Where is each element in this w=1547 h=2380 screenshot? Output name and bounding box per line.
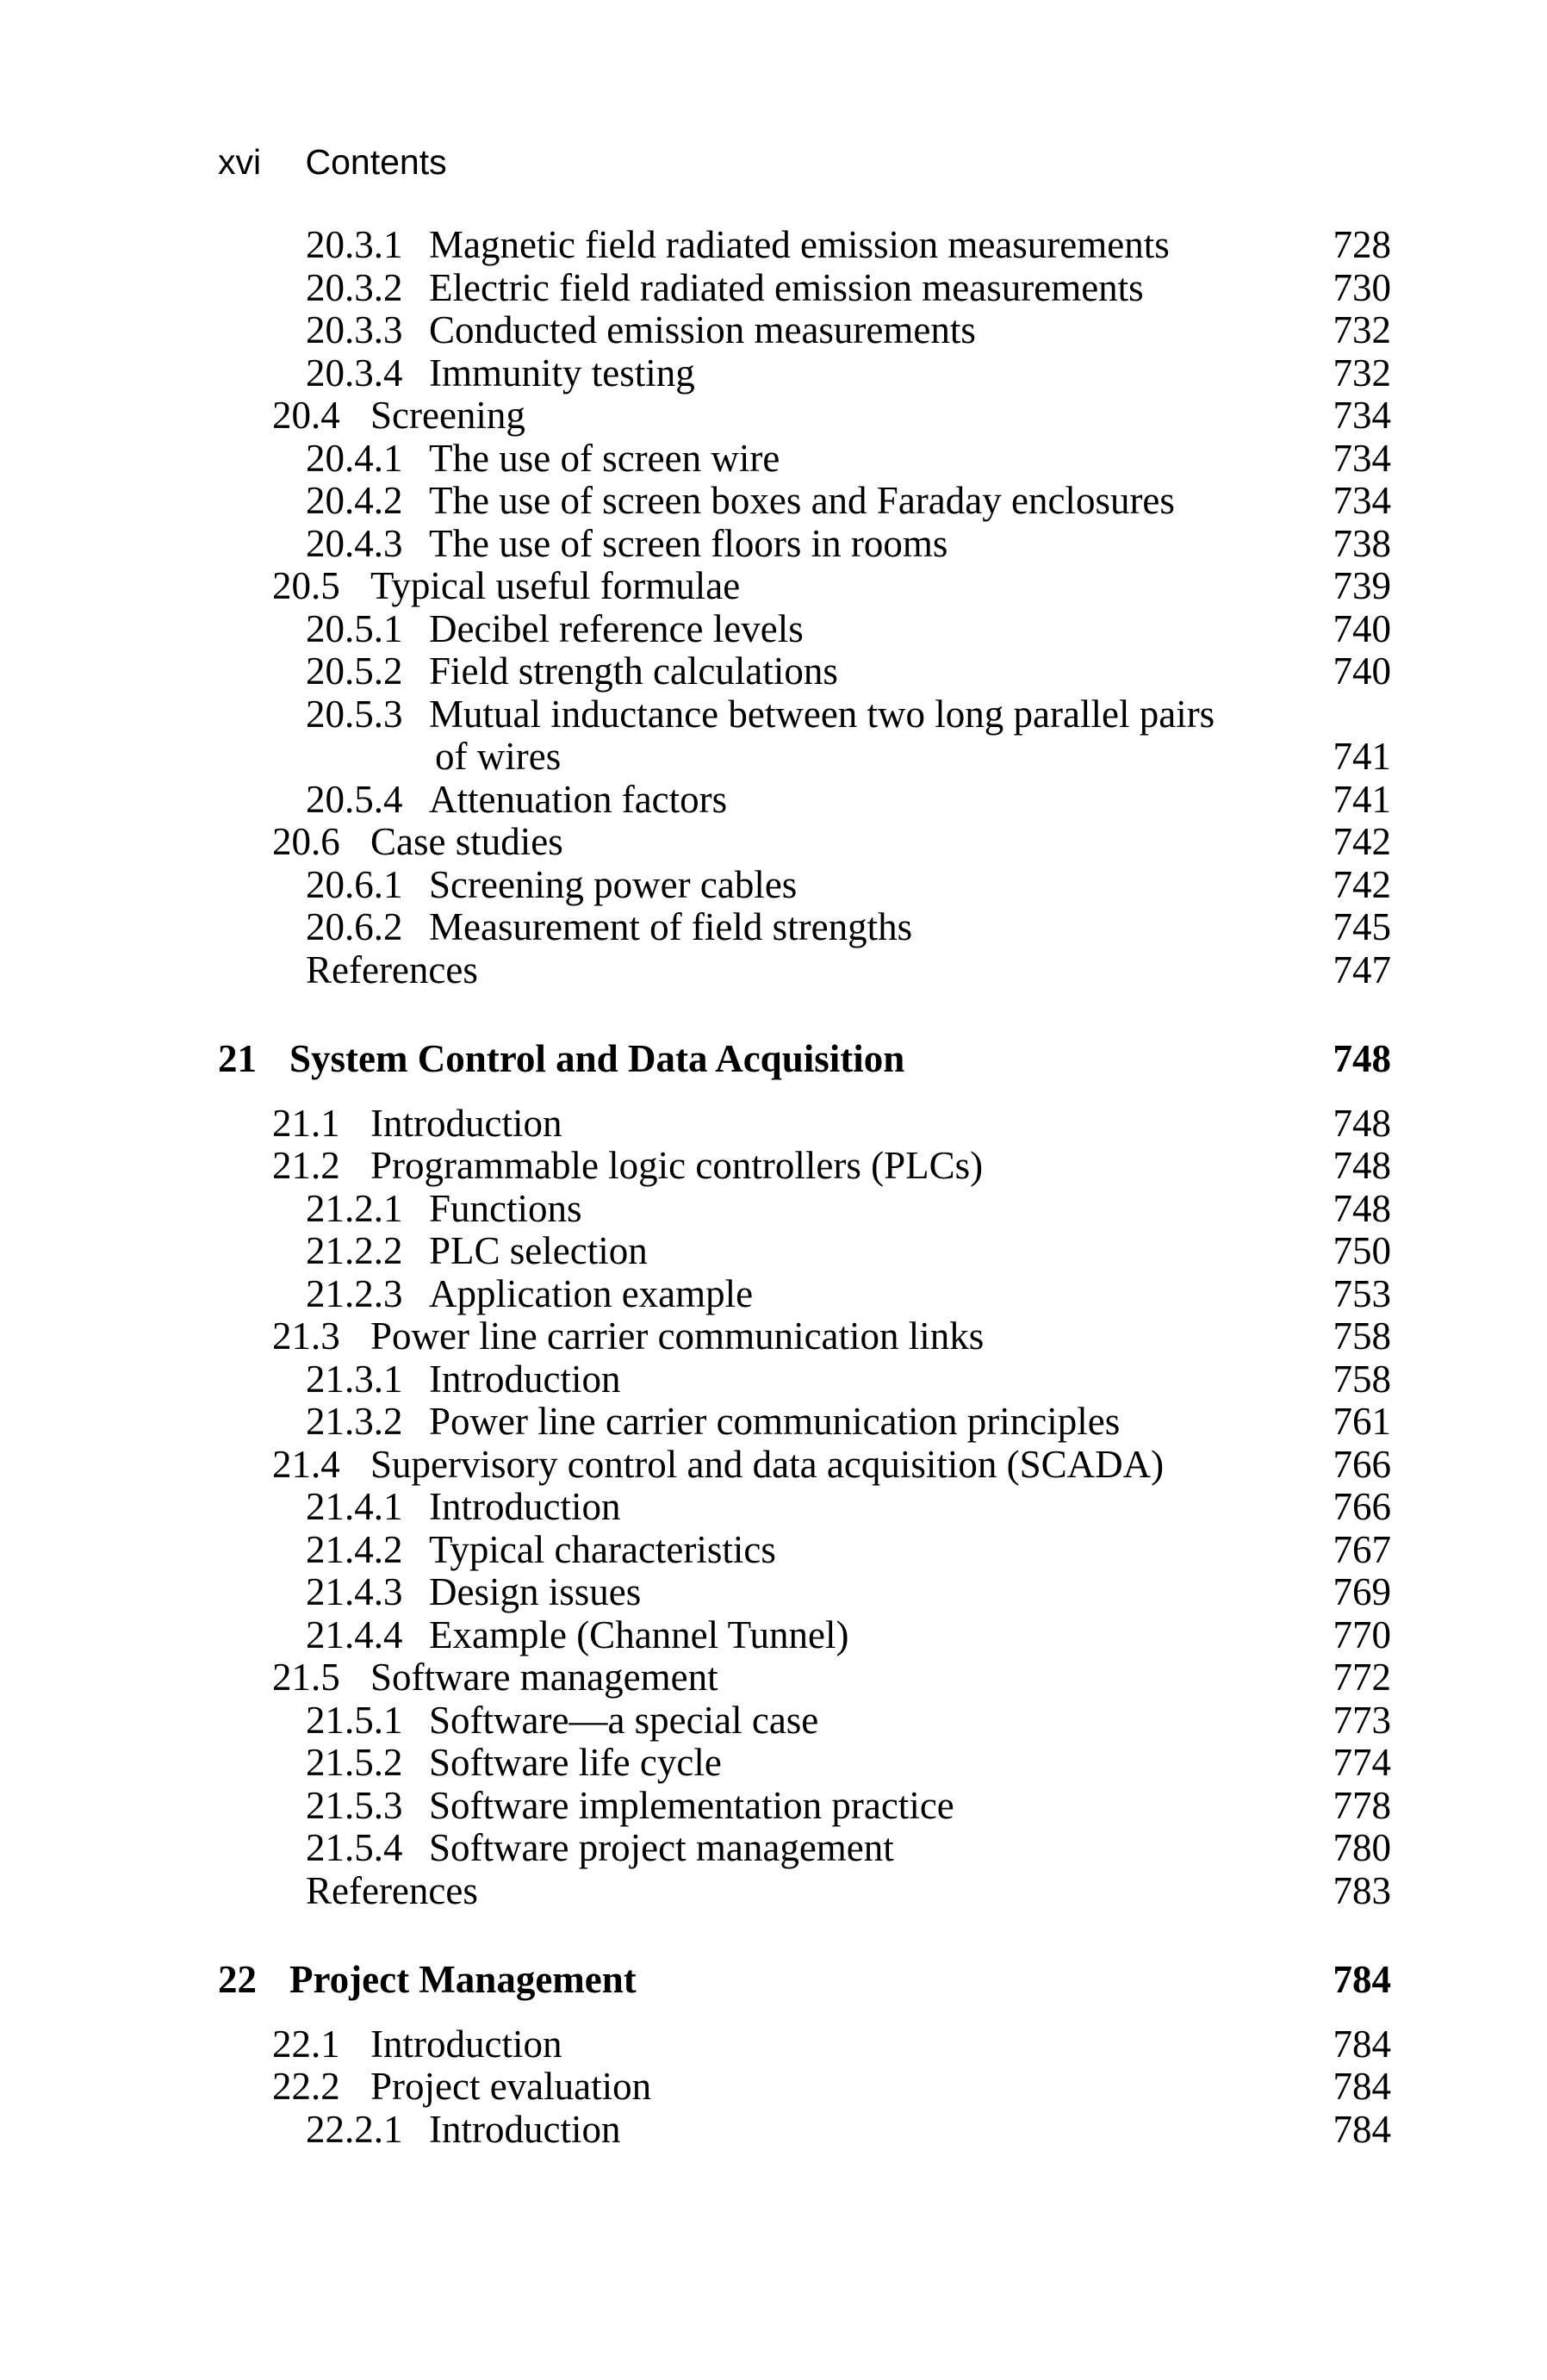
- toc-entry-row: [218, 480, 1391, 523]
- entry-title: Mutual inductance between two long parallel pairs: [429, 692, 1215, 736]
- entry-title: Screening power cables: [429, 862, 798, 906]
- toc-entry-row: [218, 650, 1391, 693]
- entry-title: Software management: [370, 1656, 718, 1699]
- page-folio: xvi: [218, 142, 262, 182]
- entry-number: 21.5.2: [306, 1741, 403, 1784]
- toc-entry-row: [218, 1742, 1391, 1785]
- entry-page-number: 748: [1333, 1186, 1391, 1230]
- toc-entry-row: [218, 1273, 1391, 1316]
- entry-page-number: 784: [1333, 2022, 1391, 2066]
- entry-number: 21.3.1: [306, 1357, 403, 1401]
- entry-title: Introduction: [370, 2022, 562, 2066]
- entry-title: Typical useful formulae: [370, 564, 741, 607]
- toc-entry-row: [218, 2109, 1391, 2152]
- entry-page-number: 758: [1333, 1314, 1391, 1358]
- entry-number: 21.4: [272, 1442, 340, 1486]
- entry-number: 20.4.3: [306, 521, 403, 565]
- entry-title: Magnetic field radiated emission measurements: [429, 223, 1170, 266]
- entry-page-number: 780: [1333, 1826, 1391, 1869]
- entry-title: Power line carrier communication principles: [429, 1400, 1121, 1443]
- entry-title: Software project management: [429, 1826, 894, 1869]
- toc-entry-row: [218, 1571, 1391, 1614]
- entry-number: 20.3.3: [306, 308, 403, 351]
- entry-number: 21.2.1: [306, 1186, 403, 1230]
- entry-title: Project evaluation: [370, 2065, 652, 2108]
- entry-page-number: 761: [1333, 1400, 1391, 1443]
- entry-number: 20.4.1: [306, 436, 403, 480]
- entry-page-number: 741: [1333, 735, 1391, 778]
- entry-page-number: 748: [1333, 1101, 1391, 1145]
- entry-page-number: 770: [1333, 1613, 1391, 1656]
- entry-page-number: 740: [1333, 649, 1391, 693]
- toc-list: [218, 224, 1391, 2151]
- toc-entry-row: [218, 1827, 1391, 1870]
- entry-number: 20.4: [272, 394, 340, 437]
- entry-number: 21.4.3: [306, 1570, 403, 1613]
- entry-title: Introduction: [429, 2107, 621, 2151]
- toc-entry-row: [218, 395, 1391, 438]
- entry-title: Software implementation practice: [429, 1783, 954, 1827]
- entry-page-number: 742: [1333, 820, 1391, 863]
- toc-entry-row: [218, 309, 1391, 352]
- entry-page-number: 750: [1333, 1229, 1391, 1272]
- entry-page-number: 730: [1333, 265, 1391, 309]
- entry-page-number: 784: [1333, 2107, 1391, 2151]
- entry-title: Typical characteristics: [429, 1527, 776, 1571]
- entry-number: 22.2.1: [306, 2107, 403, 2151]
- entry-page-number: 766: [1333, 1485, 1391, 1528]
- entry-page-number: 738: [1333, 521, 1391, 565]
- toc-entry-row: [218, 1700, 1391, 1743]
- toc-chapter-row: [218, 1038, 1391, 1081]
- toc-entry-row: [218, 1656, 1391, 1700]
- running-head: [218, 142, 447, 182]
- toc-entry-row: [218, 352, 1391, 395]
- entry-number: 20.5.2: [306, 649, 403, 693]
- entry-title: The use of screen floors in rooms: [429, 521, 948, 565]
- toc-entry-row: [218, 949, 1391, 992]
- entry-title: Software—a special case: [429, 1698, 819, 1742]
- entry-title: Electric field radiated emission measurements: [429, 265, 1144, 309]
- entry-number: 21.3.2: [306, 1400, 403, 1443]
- toc-entry-row: [218, 438, 1391, 481]
- entry-title: Introduction: [429, 1485, 621, 1528]
- entry-title: Measurement of field strengths: [429, 905, 913, 948]
- entry-title: Application example: [429, 1271, 754, 1315]
- entry-page-number: 747: [1333, 948, 1391, 991]
- entry-page-number: 739: [1333, 564, 1391, 607]
- entry-title: Field strength calculations: [429, 649, 838, 693]
- toc-entry-row: [218, 565, 1391, 608]
- entry-page-number: 732: [1333, 308, 1391, 351]
- entry-page-number: 734: [1333, 394, 1391, 437]
- toc-entry-row: [218, 864, 1391, 907]
- toc-entry-row: [218, 224, 1391, 267]
- entry-page-number: 766: [1333, 1442, 1391, 1486]
- toc-entry-row: [218, 1315, 1391, 1358]
- entry-number: 21.5.1: [306, 1698, 403, 1742]
- entry-page-number: 778: [1333, 1783, 1391, 1827]
- running-head-title: Contents: [305, 142, 447, 182]
- entry-page-number: 774: [1333, 1741, 1391, 1784]
- toc-entry-row: [218, 1188, 1391, 1231]
- entry-page-number: 753: [1333, 1271, 1391, 1315]
- entry-title: Case studies: [370, 820, 563, 863]
- entry-title: Example (Channel Tunnel): [429, 1613, 849, 1656]
- entry-title: The use of screen wire: [429, 436, 780, 480]
- entry-number: 22: [218, 1958, 257, 2001]
- toc-entry-row: [218, 2023, 1391, 2066]
- entry-title: References: [306, 948, 478, 991]
- toc-entry-row: [218, 821, 1391, 864]
- entry-number: 20.3.1: [306, 223, 403, 266]
- toc-entry-row: [218, 1486, 1391, 1529]
- entry-number: 21.5: [272, 1656, 340, 1699]
- entry-number: 21.2.2: [306, 1229, 403, 1272]
- entry-page-number: 784: [1333, 2065, 1391, 2108]
- entry-page-number: 773: [1333, 1698, 1391, 1742]
- entry-title: Introduction: [429, 1357, 621, 1401]
- toc-entry-row: [218, 2066, 1391, 2109]
- entry-page-number: 728: [1333, 223, 1391, 266]
- entry-page-number: 734: [1333, 436, 1391, 480]
- entry-title: Functions: [429, 1186, 582, 1230]
- toc-entry-row: [218, 693, 1391, 736]
- entry-number: 21.5.3: [306, 1783, 403, 1827]
- toc-entry-row: [218, 1401, 1391, 1444]
- entry-number: 20.3.4: [306, 351, 403, 395]
- entry-title: PLC selection: [429, 1229, 648, 1272]
- entry-title: Software life cycle: [429, 1741, 722, 1784]
- entry-page-number: 772: [1333, 1656, 1391, 1699]
- toc-entry-row: [218, 736, 1391, 779]
- entry-number: 21.4.2: [306, 1527, 403, 1571]
- entry-number: 20.6.2: [306, 905, 403, 948]
- toc-entry-row: [218, 523, 1391, 566]
- entry-page-number: 748: [1333, 1037, 1391, 1080]
- entry-page-number: 769: [1333, 1570, 1391, 1613]
- entry-title: Introduction: [370, 1101, 562, 1145]
- toc-entry-row: [218, 906, 1391, 949]
- toc-chapter-row: [218, 1959, 1391, 2002]
- entry-number: 20.5.3: [306, 692, 403, 736]
- toc-entry-row: [218, 1145, 1391, 1188]
- entry-number: 20.5.4: [306, 777, 403, 821]
- entry-title: Power line carrier communication links: [370, 1314, 985, 1358]
- entry-number: 21.2: [272, 1144, 340, 1187]
- toc-entry-row: [218, 1230, 1391, 1273]
- entry-number: 21.4.4: [306, 1613, 403, 1656]
- toc-entry-row: [218, 779, 1391, 822]
- toc-entry-row: [218, 1614, 1391, 1657]
- entry-number: 20.4.2: [306, 479, 403, 522]
- entry-number: 22.1: [272, 2022, 340, 2066]
- toc-entry-row: [218, 1785, 1391, 1828]
- entry-page-number: 784: [1333, 1958, 1391, 2001]
- entry-page-number: 742: [1333, 862, 1391, 906]
- entry-number: 21: [218, 1037, 257, 1080]
- entry-title: Immunity testing: [429, 351, 695, 395]
- entry-page-number: 748: [1333, 1144, 1391, 1187]
- entry-number: 21.2.3: [306, 1271, 403, 1315]
- entry-page-number: 745: [1333, 905, 1391, 948]
- entry-page-number: 732: [1333, 351, 1391, 395]
- entry-page-number: 734: [1333, 479, 1391, 522]
- toc-entry-row: [218, 1103, 1391, 1146]
- entry-number: 20.6: [272, 820, 340, 863]
- toc-entry-row: [218, 267, 1391, 310]
- entry-number: 21.1: [272, 1101, 340, 1145]
- toc-entry-row: [218, 1870, 1391, 1913]
- entry-number: 21.3: [272, 1314, 340, 1358]
- entry-page-number: 783: [1333, 1868, 1391, 1912]
- entry-number: 20.3.2: [306, 265, 403, 309]
- entry-number: 21.4.1: [306, 1485, 403, 1528]
- entry-title: Design issues: [429, 1570, 642, 1613]
- entry-title: Programmable logic controllers (PLCs): [370, 1144, 984, 1187]
- toc-entry-row: [218, 1358, 1391, 1401]
- entry-title: Conducted emission measurements: [429, 308, 976, 351]
- entry-title: Attenuation factors: [429, 777, 728, 821]
- entry-title: System Control and Data Acquisition: [289, 1037, 905, 1080]
- toc-entry-row: [218, 1444, 1391, 1487]
- entry-page-number: 767: [1333, 1527, 1391, 1571]
- entry-number: 22.2: [272, 2065, 340, 2108]
- entry-title: of wires: [435, 735, 562, 778]
- entry-title: References: [306, 1868, 478, 1912]
- entry-title: Screening: [370, 394, 525, 437]
- entry-page-number: 740: [1333, 606, 1391, 650]
- entry-title: The use of screen boxes and Faraday enclosures: [429, 479, 1175, 522]
- entry-title: Supervisory control and data acquisition (SCADA): [370, 1442, 1165, 1486]
- entry-number: 20.5.1: [306, 606, 403, 650]
- entry-number: 20.5: [272, 564, 340, 607]
- toc-entry-row: [218, 1529, 1391, 1572]
- entry-title: Project Management: [289, 1958, 637, 2001]
- toc-entry-row: [218, 608, 1391, 651]
- entry-title: Decibel reference levels: [429, 606, 804, 650]
- entry-page-number: 741: [1333, 777, 1391, 821]
- entry-number: 21.5.4: [306, 1826, 403, 1869]
- entry-number: 20.6.1: [306, 862, 403, 906]
- entry-page-number: 758: [1333, 1357, 1391, 1401]
